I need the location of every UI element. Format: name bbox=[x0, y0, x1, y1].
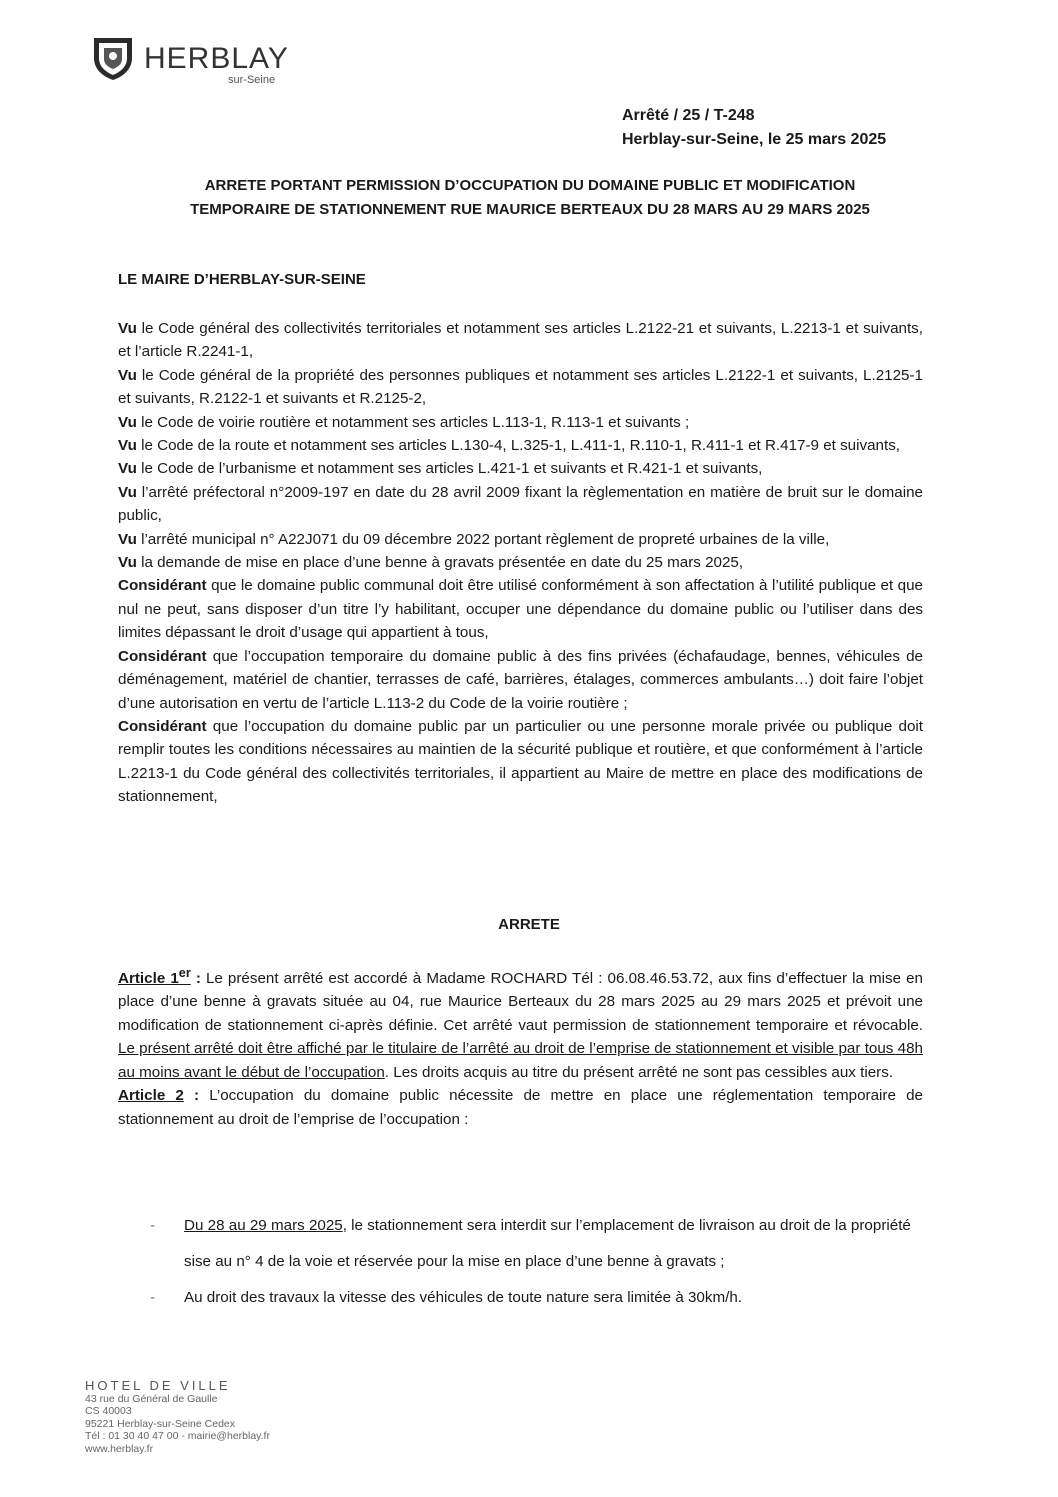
logo-title: HERBLAY bbox=[144, 42, 289, 75]
logo-subtitle: sur-Seine bbox=[228, 74, 276, 86]
footer-line: Tél : 01 30 40 47 00 - mairie@herblay.fr bbox=[85, 1430, 270, 1442]
footer-address bbox=[85, 1380, 270, 1455]
articles-block bbox=[118, 962, 923, 1131]
footer-line: www.herblay.fr bbox=[85, 1442, 154, 1455]
considerant-item: Considérant que le domaine public communal doit être utilisé conformément à son affectation à l’utilité publique et que nul ne peut, sans disposer d’un titre l’y habilitant, occuper une dépendance du domaine public ou l’utiliser dans des limites dépassant le droit d’usage qui appartient à tous, bbox=[118, 577, 923, 642]
city-crest-icon bbox=[88, 32, 138, 82]
considerant-item: Considérant que l’occupation du domaine public par un particulier ou une personne morale privée ou publique doit remplir toutes les conditions nécessaires au maintien de la sécurité publique et routière, et que conformément à l’article L.2213-1 du Code général des collectivités territoriales, il appartient au Maire de mettre en place des modifications de stationnement, bbox=[118, 717, 923, 806]
visas-list bbox=[118, 317, 923, 809]
measures-list bbox=[150, 1208, 940, 1316]
footer-building: HOTEL DE VILLE bbox=[85, 1378, 231, 1393]
mayor-heading: LE MAIRE D’HERBLAY-SUR-SEINE bbox=[118, 271, 366, 288]
arrete-reference: Arrêté / 25 / T-248 bbox=[622, 107, 755, 124]
visa-item: Vu l’arrêté préfectoral n°2009-197 en date du 28 avril 2009 fixant la règlementation en matière de bruit sur le domaine public, bbox=[118, 483, 923, 525]
document-title bbox=[100, 174, 960, 222]
article-2-label: Article 2 bbox=[118, 1087, 184, 1105]
footer-line: CS 40003 bbox=[85, 1405, 132, 1417]
visa-item: Vu le Code de l’urbanisme et notamment ses articles L.421-1 et suivants et R.421-1 et suivants, bbox=[118, 460, 763, 478]
visa-item: Vu le Code de voirie routière et notamment ses articles L.113-1, R.113-1 et suivants ; bbox=[118, 413, 690, 431]
footer-line: 43 rue du Général de Gaulle bbox=[85, 1392, 218, 1405]
list-item: - Du 28 au 29 mars 2025, le stationnement sera interdit sur l’emplacement de livraison au droit de la propriété sise au n° 4 de la voie et réservée pour la mise en place d’une benne à gravats ; bbox=[150, 1217, 911, 1270]
reference-block bbox=[622, 104, 886, 152]
article-1: Article 1er : Le présent arrêté est accordé à Madame ROCHARD Tél : 06.08.46.53.72, aux fins d’effectuer la mise en place d’une benne à gravats située au 04, rue Maurice Berteaux du 28 mars 2025 au 29 mars 2025 et prévoit une modification de stationnement ci-après définie. Cet arrêté vaut permission de stationnement temporaire et révocable. Le présent arrêté doit être affiché par le titulaire de l’arrêté au droit de l’emprise de stationnement et visible par tous 48h au moins avant le début de l’occupation. Les droits acquis au titre du présent arrêté ne sont pas cessibles aux tiers. bbox=[118, 966, 924, 1081]
article-1-label: Article 1er bbox=[118, 966, 191, 988]
article-1-notice: Le présent arrêté doit être affiché par le titulaire de l’arrêté au droit de l’emprise de stationnement et visible par tous 48h au moins avant le début de l’occupation bbox=[118, 1040, 923, 1081]
title-line-2: TEMPORAIRE DE STATIONNEMENT RUE MAURICE BERTEAUX DU 28 MARS AU 29 MARS 2025 bbox=[190, 201, 870, 218]
place-date: Herblay-sur-Seine, le 25 mars 2025 bbox=[622, 131, 887, 148]
arrete-heading: ARRETE bbox=[498, 916, 560, 933]
herblay-logo bbox=[88, 32, 328, 86]
visa-item: Vu l’arrêté municipal n° A22J071 du 09 décembre 2022 portant règlement de propreté urbaines de la ville, bbox=[118, 530, 830, 548]
list-item: - Au droit des travaux la vitesse des véhicules de toute nature sera limitée à 30km/h. bbox=[150, 1289, 743, 1306]
visa-item: Vu le Code général de la propriété des personnes publiques et notamment ses articles L.2122-1 et suivants, L.2125-1 et suivants, R.2122-1 et suivants et R.2125-2, bbox=[118, 366, 923, 408]
visa-item: Vu le Code de la route et notamment ses articles L.130-4, L.325-1, L.411-1, R.110-1, R.411-1 et R.417-9 et suivants, bbox=[118, 437, 901, 455]
title-line-1: ARRETE PORTANT PERMISSION D’OCCUPATION DU DOMAINE PUBLIC ET MODIFICATION bbox=[204, 177, 856, 194]
visa-item: Vu le Code général des collectivités territoriales et notamment ses articles L.2122-21 et suivants, L.2213-1 et suivants, et l’article R.2241-1, bbox=[118, 320, 923, 361]
footer-line: 95221 Herblay-sur-Seine Cedex bbox=[85, 1417, 235, 1430]
article-2: Article 2 : L’occupation du domaine public nécessite de mettre en place une réglementation temporaire de stationnement au droit de l’emprise de l’occupation : bbox=[118, 1087, 923, 1128]
considerant-item: Considérant que l’occupation temporaire du domaine public à des fins privées (échafaudage, bennes, véhicules de déménagement, matériel de chantier, terrasses de café, barrières, étalages, commerces ambulants…) doit faire l’objet d’une autorisation en vertu de l’article L.113-2 du Code de la voirie routière ; bbox=[118, 647, 923, 712]
visa-item: Vu la demande de mise en place d’une benne à gravats présentée en date du 25 mars 2025, bbox=[118, 554, 744, 572]
